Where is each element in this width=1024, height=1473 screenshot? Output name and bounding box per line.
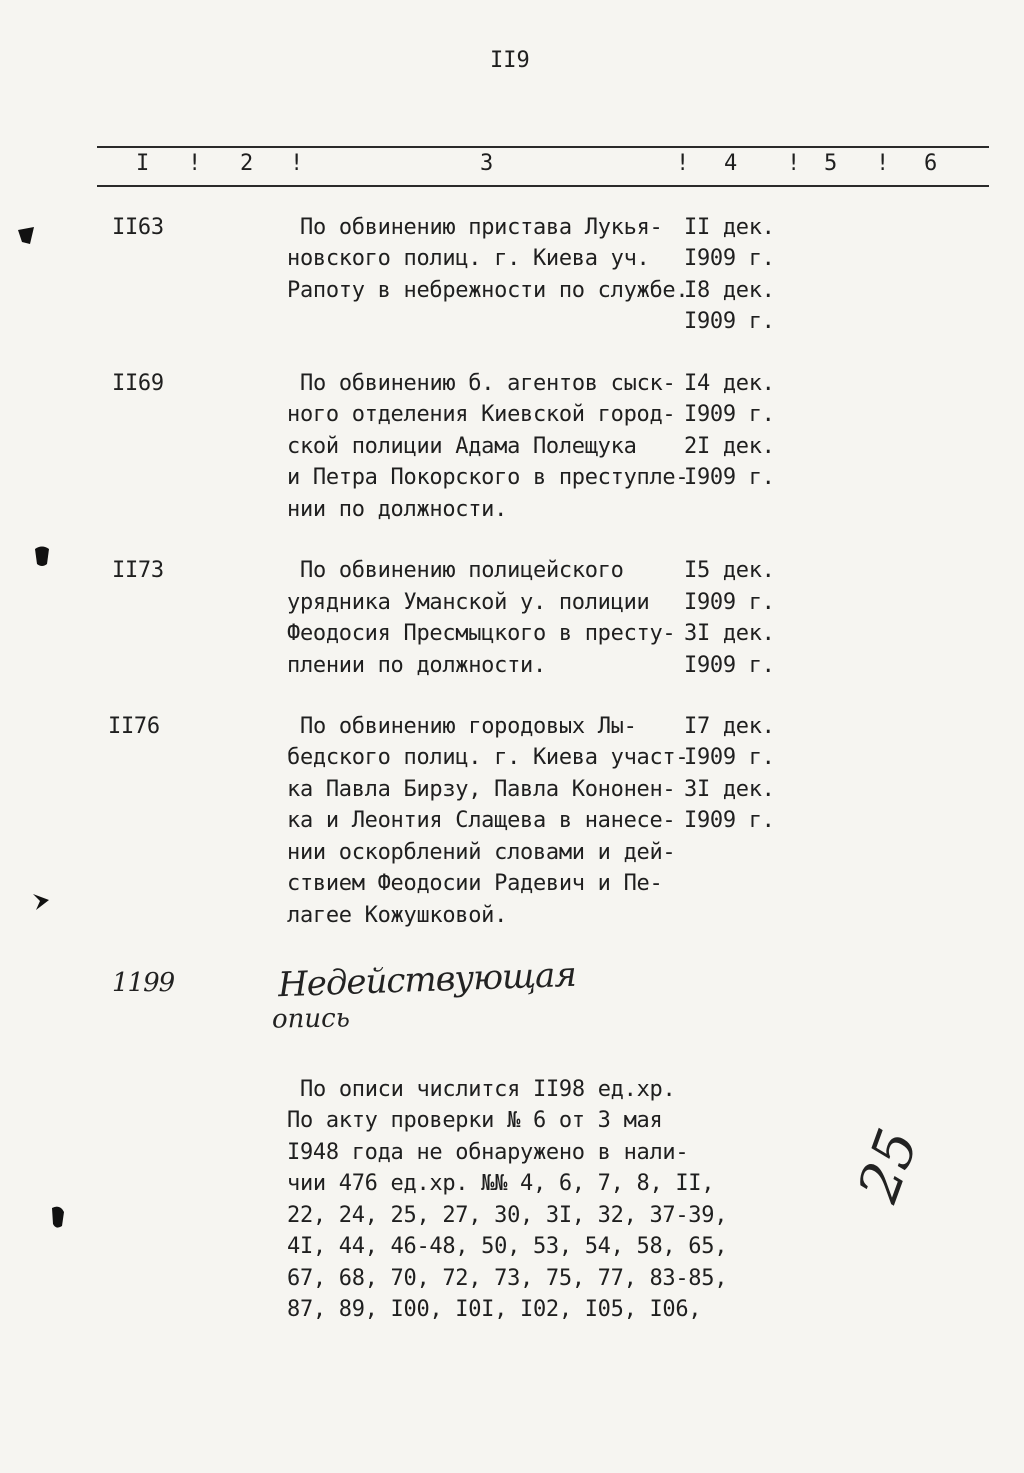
entry-date: I909 г. bbox=[684, 745, 775, 770]
entry-date: II дек. bbox=[684, 215, 775, 240]
punch-hole-mark bbox=[30, 890, 52, 914]
summary-line: По акту проверки № 6 от 3 мая bbox=[287, 1108, 663, 1133]
header-col-6: 6 bbox=[924, 151, 938, 176]
entry-line: По обвинению б. агентов сыск- bbox=[300, 371, 676, 396]
entry-line: лагее Кожушковой. bbox=[287, 903, 508, 928]
table-bottom-rule bbox=[97, 185, 989, 187]
entry-line: По обвинению полицейского bbox=[300, 558, 624, 583]
entry-number: II69 bbox=[112, 371, 164, 396]
entry-line: бедского полиц. г. Киева участ- bbox=[287, 745, 689, 770]
entry-date: I909 г. bbox=[684, 246, 775, 271]
entry-line: новского полиц. г. Киева уч. bbox=[287, 246, 650, 271]
header-sep: ! bbox=[676, 151, 690, 176]
entry-number: II73 bbox=[112, 558, 164, 583]
entry-line: ка Павла Бирзу, Павла Кононен- bbox=[287, 777, 676, 802]
summary-line: I948 года не обнаружено в нали- bbox=[287, 1140, 689, 1165]
handwritten-note: опись bbox=[271, 1003, 351, 1035]
entry-date: I909 г. bbox=[684, 309, 775, 334]
header-col-2: 2 bbox=[240, 151, 254, 176]
entry-line: По обвинению пристава Лукья- bbox=[300, 215, 663, 240]
entry-line: нии по должности. bbox=[287, 497, 508, 522]
summary-line: По описи числится II98 ед.хр. bbox=[300, 1077, 676, 1102]
entry-date: I909 г. bbox=[684, 590, 775, 615]
header-col-1: I bbox=[136, 151, 150, 176]
entry-line: Рапоту в небрежности по службе. bbox=[287, 278, 689, 303]
entry-line: ка и Леонтия Слащева в нанесе- bbox=[287, 808, 676, 833]
entry-line: урядника Уманской у. полиции bbox=[287, 590, 650, 615]
entry-line: ного отделения Киевской город- bbox=[287, 402, 676, 427]
header-sep: ! bbox=[290, 151, 304, 176]
summary-line: чии 476 ед.хр. №№ 4, 6, 7, 8, II, bbox=[287, 1171, 715, 1196]
header-col-4: 4 bbox=[724, 151, 738, 176]
entry-date: I909 г. bbox=[684, 808, 775, 833]
entry-line: плении по должности. bbox=[287, 653, 546, 678]
page-number: II9 bbox=[490, 48, 530, 73]
entry-date: 2I дек. bbox=[684, 434, 775, 459]
summary-line: 87, 89, I00, I0I, I02, I05, I06, bbox=[287, 1297, 702, 1322]
entry-date: I4 дек. bbox=[684, 371, 775, 396]
summary-line: 67, 68, 70, 72, 73, 75, 77, 83-85, bbox=[287, 1266, 728, 1291]
summary-line: 4I, 44, 46-48, 50, 53, 54, 58, 65, bbox=[287, 1234, 728, 1259]
entry-line: и Петра Покорского в преступле- bbox=[287, 465, 689, 490]
handwritten-note: Недействующая bbox=[277, 954, 577, 1006]
punch-hole-mark bbox=[14, 224, 38, 248]
entry-date: I5 дек. bbox=[684, 558, 775, 583]
punch-hole-mark bbox=[30, 544, 54, 570]
header-col-3: 3 bbox=[480, 151, 494, 176]
entry-line: нии оскорблений словами и дей- bbox=[287, 840, 676, 865]
entry-number: II63 bbox=[112, 215, 164, 240]
handwritten-margin-number: 25 bbox=[846, 1121, 932, 1211]
entry-line: Феодосия Пресмыцкого в престу- bbox=[287, 621, 676, 646]
header-sep: ! bbox=[188, 151, 202, 176]
entry-line: ствием Феодосии Радевич и Пе- bbox=[287, 871, 663, 896]
summary-line: 22, 24, 25, 27, 30, 3I, 32, 37-39, bbox=[287, 1203, 728, 1228]
entry-date: I909 г. bbox=[684, 402, 775, 427]
table-top-rule bbox=[97, 146, 989, 148]
entry-date: I8 дек. bbox=[684, 278, 775, 303]
entry-date: I909 г. bbox=[684, 465, 775, 490]
entry-date: I7 дек. bbox=[684, 714, 775, 739]
header-sep: ! bbox=[787, 151, 801, 176]
entry-date: 3I дек. bbox=[684, 621, 775, 646]
header-col-5: 5 bbox=[824, 151, 838, 176]
entry-line: ской полиции Адама Полещука bbox=[287, 434, 637, 459]
header-sep: ! bbox=[876, 151, 890, 176]
entry-date: 3I дек. bbox=[684, 777, 775, 802]
entry-number: II76 bbox=[108, 714, 160, 739]
entry-date: I909 г. bbox=[684, 653, 775, 678]
punch-hole-mark bbox=[46, 1204, 70, 1232]
entry-line: По обвинению городовых Лы- bbox=[300, 714, 637, 739]
handwritten-number: 1199 bbox=[112, 968, 175, 998]
